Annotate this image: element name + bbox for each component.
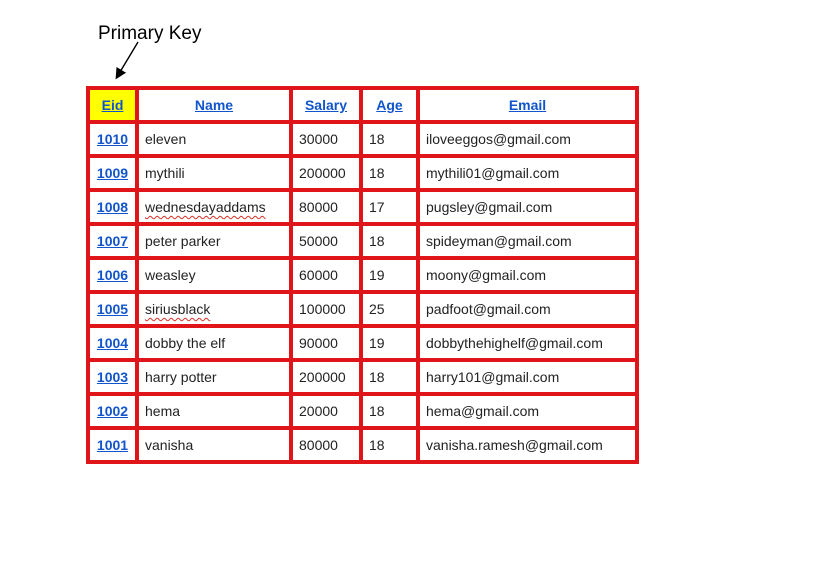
misspelled-name-text: wednesdayaddams xyxy=(145,199,266,215)
email-cell: spideyman@gmail.com xyxy=(418,224,637,258)
salary-cell: 200000 xyxy=(291,360,361,394)
eid-cell[interactable]: 1005 xyxy=(88,292,137,326)
salary-cell: 30000 xyxy=(291,122,361,156)
table-row xyxy=(88,258,637,292)
eid-cell[interactable]: 1002 xyxy=(88,394,137,428)
header-name[interactable]: Name xyxy=(137,88,291,122)
name-cell: hema xyxy=(137,394,291,428)
table-row xyxy=(88,394,637,428)
salary-cell: 60000 xyxy=(291,258,361,292)
salary-cell: 20000 xyxy=(291,394,361,428)
age-cell: 18 xyxy=(361,360,418,394)
age-cell: 18 xyxy=(361,122,418,156)
eid-cell[interactable]: 1001 xyxy=(88,428,137,462)
name-cell: dobby the elf xyxy=(137,326,291,360)
table-header-row xyxy=(88,88,637,122)
email-cell: mythili01@gmail.com xyxy=(418,156,637,190)
eid-cell[interactable]: 1003 xyxy=(88,360,137,394)
eid-cell[interactable]: 1009 xyxy=(88,156,137,190)
email-cell: harry101@gmail.com xyxy=(418,360,637,394)
primary-key-label: Primary Key xyxy=(98,23,202,44)
name-cell xyxy=(137,190,291,224)
table-row xyxy=(88,156,637,190)
name-cell: harry potter xyxy=(137,360,291,394)
name-cell xyxy=(137,292,291,326)
email-cell: vanisha.ramesh@gmail.com xyxy=(418,428,637,462)
email-cell: dobbythehighelf@gmail.com xyxy=(418,326,637,360)
salary-cell: 200000 xyxy=(291,156,361,190)
age-cell: 18 xyxy=(361,156,418,190)
table-row xyxy=(88,190,637,224)
header-eid[interactable]: Eid xyxy=(88,88,137,122)
name-cell: peter parker xyxy=(137,224,291,258)
age-cell: 19 xyxy=(361,258,418,292)
name-cell: weasley xyxy=(137,258,291,292)
age-cell: 18 xyxy=(361,224,418,258)
salary-cell: 50000 xyxy=(291,224,361,258)
header-salary[interactable]: Salary xyxy=(291,88,361,122)
table-row xyxy=(88,122,637,156)
email-cell: hema@gmail.com xyxy=(418,394,637,428)
email-cell: pugsley@gmail.com xyxy=(418,190,637,224)
table-row xyxy=(88,360,637,394)
header-age[interactable]: Age xyxy=(361,88,418,122)
employee-table xyxy=(86,86,639,464)
age-cell: 18 xyxy=(361,428,418,462)
salary-cell: 80000 xyxy=(291,190,361,224)
header-email[interactable]: Email xyxy=(418,88,637,122)
age-cell: 17 xyxy=(361,190,418,224)
eid-cell[interactable]: 1004 xyxy=(88,326,137,360)
email-cell: iloveeggos@gmail.com xyxy=(418,122,637,156)
table-row xyxy=(88,292,637,326)
age-cell: 19 xyxy=(361,326,418,360)
salary-cell: 80000 xyxy=(291,428,361,462)
age-cell: 25 xyxy=(361,292,418,326)
email-cell: moony@gmail.com xyxy=(418,258,637,292)
email-cell: padfoot@gmail.com xyxy=(418,292,637,326)
eid-cell[interactable]: 1008 xyxy=(88,190,137,224)
primary-key-arrow-icon xyxy=(108,40,148,84)
name-cell: eleven xyxy=(137,122,291,156)
name-cell: mythili xyxy=(137,156,291,190)
salary-cell: 90000 xyxy=(291,326,361,360)
misspelled-name-text: siriusblack xyxy=(145,301,211,317)
salary-cell: 100000 xyxy=(291,292,361,326)
name-cell: vanisha xyxy=(137,428,291,462)
eid-cell[interactable]: 1007 xyxy=(88,224,137,258)
eid-cell[interactable]: 1006 xyxy=(88,258,137,292)
age-cell: 18 xyxy=(361,394,418,428)
table-row xyxy=(88,428,637,462)
table-row xyxy=(88,224,637,258)
table-row xyxy=(88,326,637,360)
eid-cell[interactable]: 1010 xyxy=(88,122,137,156)
